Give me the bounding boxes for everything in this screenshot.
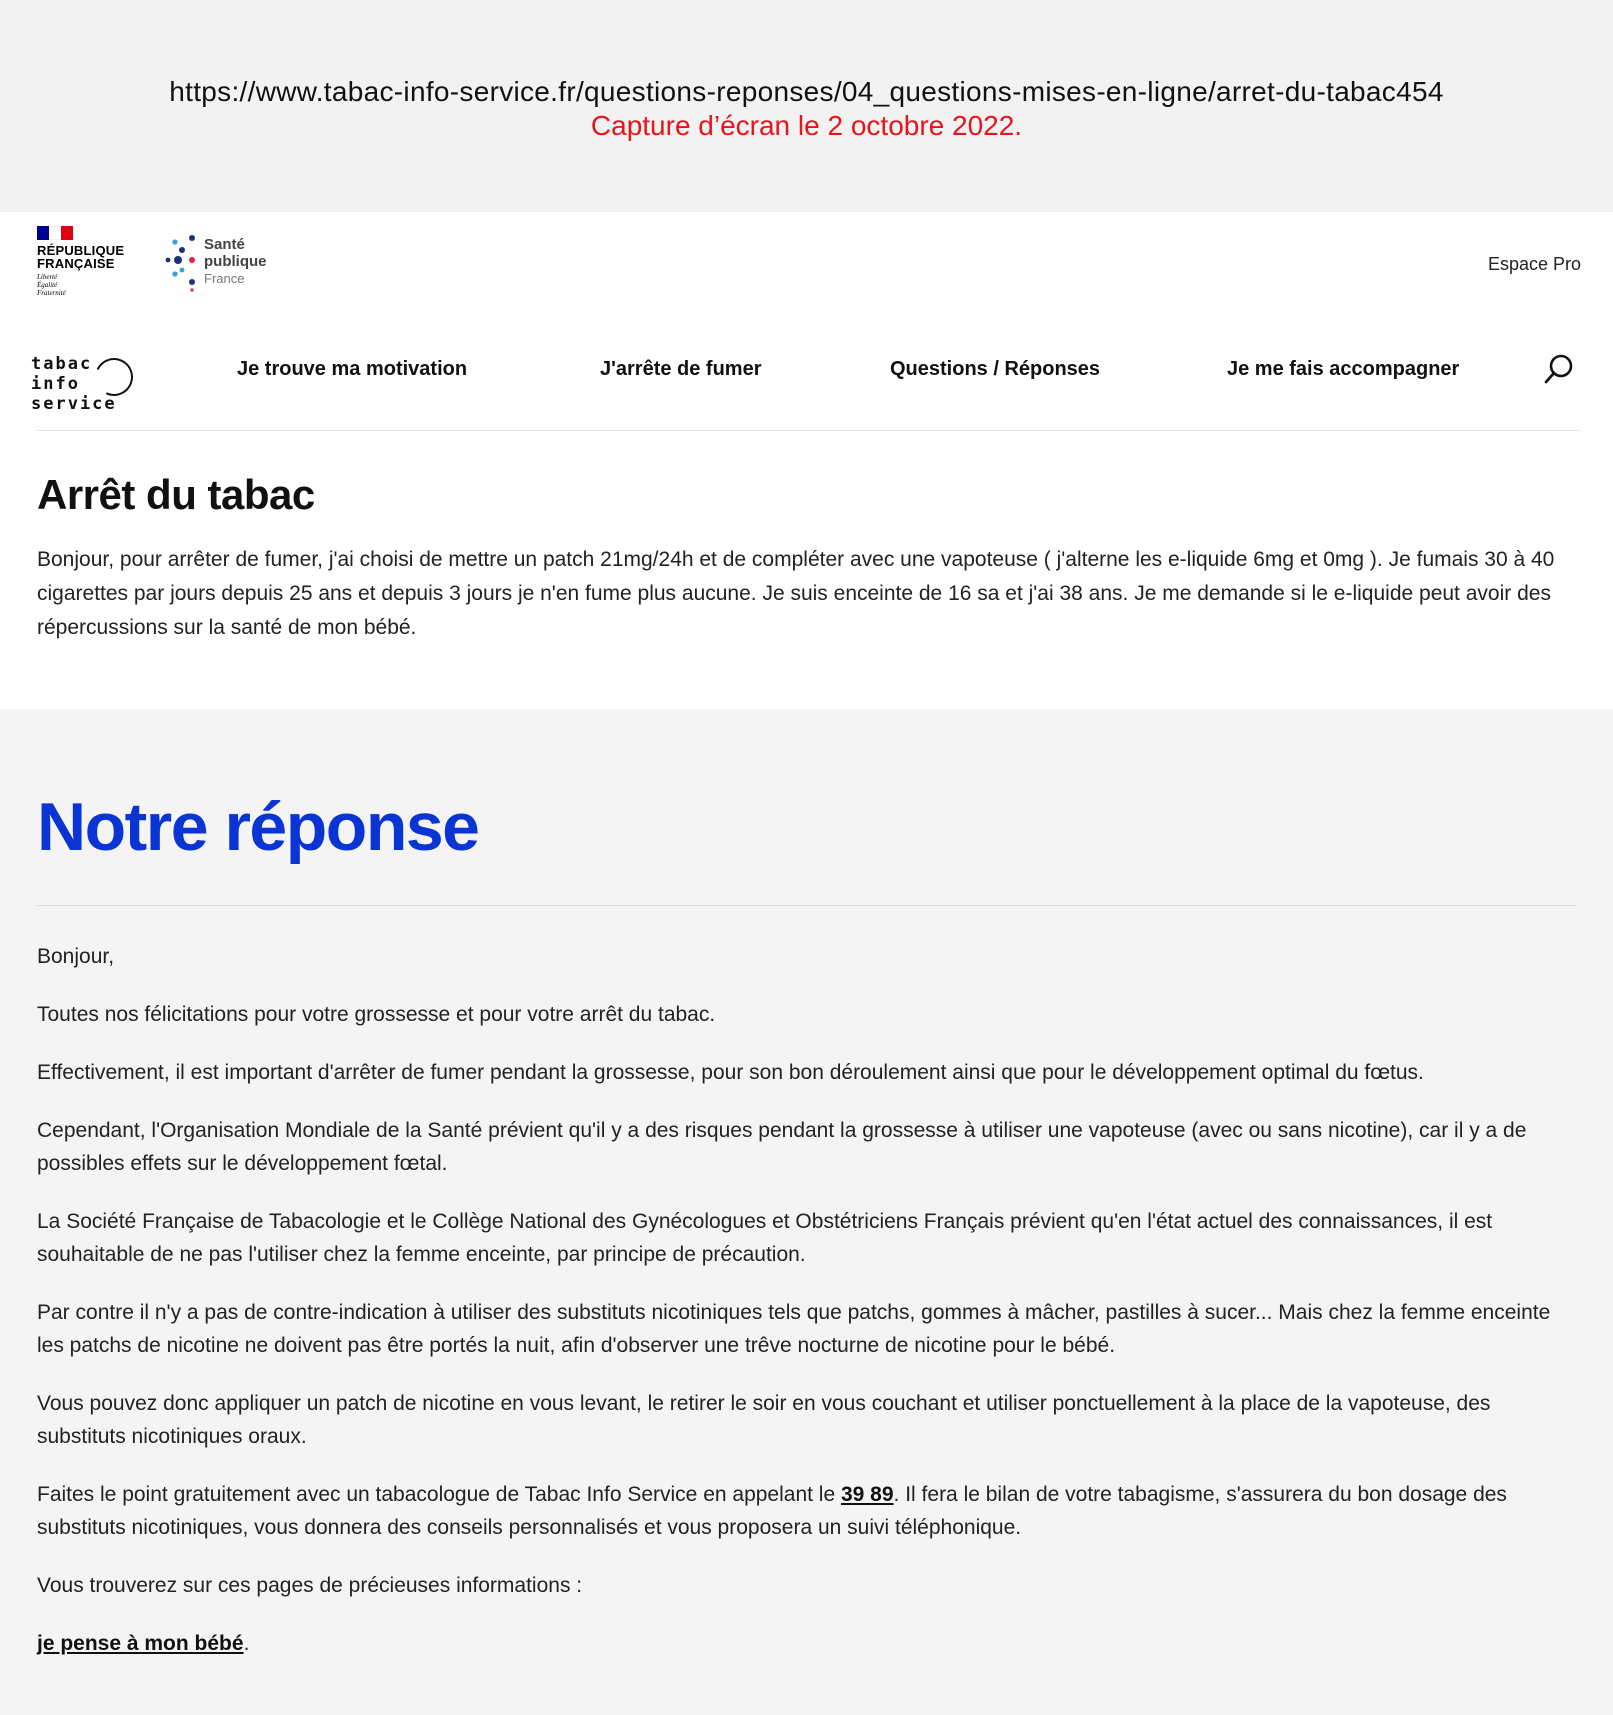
je-pense-a-mon-bebe-link[interactable]: je pense à mon bébé bbox=[37, 1632, 244, 1655]
answer-section bbox=[0, 709, 1613, 1660]
answer-link-suffix: . bbox=[243, 1632, 250, 1655]
nav-item-arrete-fumer[interactable]: J'arrête de fumer bbox=[600, 358, 762, 380]
search-button[interactable] bbox=[1541, 352, 1577, 388]
question-body: Bonjour, pour arrêter de fumer, j'ai choisi de mettre un patch 21mg/24h et de compléter avec une vapoteuse ( j'alterne les e-liquide 6mg et 0mg ). Je fumais 30 à 40 cigarettes par jours depuis 25 ans et depuis 3 jours je n'en fume plus aucune. Je suis enceinte de 16 sa et j'ai 38 ans. Je me demande si le e-liquide peut avoir des répercussions sur la santé de mon bébé. bbox=[37, 548, 1555, 639]
rf-motto-liberte: Liberté bbox=[37, 273, 58, 281]
capture-banner bbox=[0, 0, 1613, 212]
espace-pro-link[interactable]: Espace Pro bbox=[1487, 254, 1581, 274]
tis-logo-line-tabac: tabac bbox=[31, 354, 93, 374]
french-flag-icon bbox=[37, 226, 73, 240]
answer-divider bbox=[37, 905, 1576, 906]
answer-p8-after: . Il fera le bilan de votre tabagisme, s'assurera du bon dosage des substituts nicotiniques, vous donnera des conseils personnalisés et vous proposera un suivi téléphonique. bbox=[37, 1483, 1507, 1539]
sante-publique-france-logo[interactable] bbox=[162, 230, 267, 292]
search-icon bbox=[1543, 353, 1575, 385]
answer-paragraph-2: Toutes nos félicitations pour votre grossesse et pour votre arrêt du tabac. bbox=[37, 1003, 716, 1026]
answer-p8-before: Faites le point gratuitement avec un tabacologue de Tabac Info Service en appelant le bbox=[37, 1483, 841, 1506]
republique-francaise-logo[interactable] bbox=[37, 226, 133, 297]
site-header bbox=[0, 212, 1613, 709]
answer-paragraph-9: Vous trouverez sur ces pages de précieuses informations : bbox=[37, 1574, 583, 1597]
answer-paragraph-3: Effectivement, il est important d'arrêter de fumer pendant la grossesse, pour son bon déroulement ainsi que pour le développement optimal du fœtus. bbox=[37, 1061, 1424, 1084]
answer-title: Notre réponse bbox=[37, 789, 479, 865]
answer-paragraph-5: La Société Française de Tabacologie et le Collège National des Gynécologues et Obstétriciens Français prévient qu'en l'état actuel des connaissances, il est souhaitable de ne pas l'utiliser chez la femme enceinte, par principe de précaution. bbox=[37, 1210, 1493, 1266]
sp-line2: publique bbox=[204, 252, 267, 270]
answer-link-paragraph bbox=[37, 1627, 1576, 1660]
sante-publique-text bbox=[204, 236, 267, 287]
answer-paragraph-8 bbox=[37, 1478, 1576, 1544]
rf-logo-text: RÉPUBLIQUE FRANÇAISE bbox=[37, 243, 125, 271]
nav-item-accompagner[interactable]: Je me fais accompagner bbox=[1227, 358, 1460, 380]
nav-item-questions-reponses[interactable]: Questions / Réponses bbox=[890, 358, 1101, 380]
question-title: Arrêt du tabac bbox=[37, 471, 315, 518]
capture-url: https://www.tabac-info-service.fr/questions-reponses/04_questions-mises-en-ligne/arret-du-tabac454 bbox=[169, 76, 1444, 107]
tis-logo-line-service: service bbox=[31, 394, 117, 414]
capture-date-note: Capture d’écran le 2 octobre 2022. bbox=[590, 110, 1023, 141]
tis-logo-line-info: info bbox=[31, 374, 80, 394]
phone-link-3989[interactable]: 39 89 bbox=[840, 1483, 894, 1506]
rf-motto-fraternite: Fraternité bbox=[37, 289, 66, 297]
sp-line3: France bbox=[204, 270, 245, 286]
rf-motto-egalite: Égalité bbox=[37, 281, 58, 289]
answer-paragraph-7: Vous pouvez donc appliquer un patch de nicotine en vous levant, le retirer le soir en vous couchant et utiliser ponctuellement à la place de la vapoteuse, des substituts nicotiniques oraux. bbox=[37, 1392, 1491, 1448]
nav-item-motivation[interactable]: Je trouve ma motivation bbox=[237, 358, 468, 380]
question-section bbox=[0, 431, 1613, 709]
main-navigation bbox=[31, 310, 1581, 431]
topbar bbox=[0, 212, 1613, 310]
sp-line1: Santé bbox=[204, 235, 245, 253]
rf-motto bbox=[37, 273, 133, 297]
sante-publique-dots-icon bbox=[162, 230, 200, 292]
answer-paragraph-1: Bonjour, bbox=[37, 945, 115, 968]
tabac-info-service-logo[interactable] bbox=[31, 354, 141, 420]
answer-paragraph-4: Cependant, l'Organisation Mondiale de la Santé prévient qu'il y a des risques pendant la grossesse à utiliser une vapoteuse (avec ou sans nicotine), car il y a de possibles effets sur le développement fœtal. bbox=[37, 1119, 1527, 1175]
answer-paragraph-6: Par contre il n'y a pas de contre-indication à utiliser des substituts nicotiniques tels que patchs, gommes à mâcher, pastilles à sucer... Mais chez la femme enceinte les patchs de nicotine ne doivent pas être portés la nuit, afin d'observer une trêve nocturne de nicotine pour le bébé. bbox=[37, 1301, 1551, 1357]
